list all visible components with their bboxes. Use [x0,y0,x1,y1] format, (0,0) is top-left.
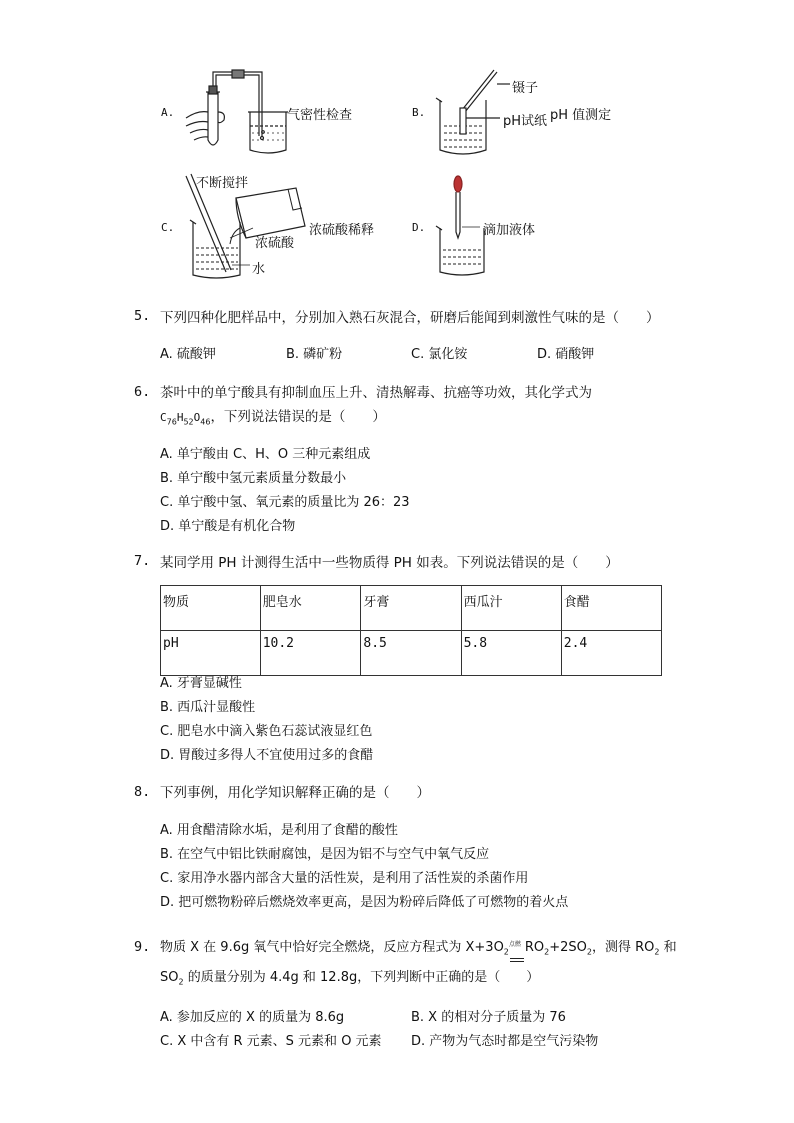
q4-label-water: 水 [252,262,266,277]
q4-label-stir: 不断搅拌 [196,176,249,191]
q9-stem-part-g: 的质量分别为 4.4g 和 12.8g，下列判断中正确的是（ ） [183,970,540,985]
q4-label-acid: 浓硫酸 [255,236,295,251]
q9-option-d: D. 产物为气态时都是空气污染物 [411,1034,599,1049]
q4-label-tweezers: 镊子 [512,81,539,96]
q5-stem: 下列四种化肥样品中，分别加入熟石灰混合，研磨后能闻到刺激性气味的是（ ） [160,310,660,326]
q4-option-c-letter: C. [161,221,175,234]
q6-formula-c-sub: 76 [166,417,177,427]
q7-option-b: B. 西瓜汁显酸性 [160,700,256,715]
table-cell: pH [161,631,261,676]
q6-option-d: D. 单宁酸是有机化合物 [160,519,296,534]
q4-option-b-caption: pH 值测定 [550,108,612,123]
table-cell: 5.8 [461,631,561,676]
q9-condition: 点燃 [508,941,521,948]
q9-stem-line2 [160,966,539,987]
table-cell: 肥皂水 [260,586,361,631]
q6-formula-c: C [160,411,167,424]
q7-stem: 某同学用 PH 计测得生活中一些物质得 PH 如表。下列说法错误的是（ ） [160,555,619,571]
q8-number: 8. [134,784,151,800]
q9-option-b: B. X 的相对分子质量为 76 [411,1010,566,1025]
q4-option-b-letter: B. [412,106,426,119]
q4-option-a-letter: A. [161,106,175,119]
table-cell: 8.5 [361,631,461,676]
table-cell: 食醋 [561,586,661,631]
q4-diagrams [0,0,794,300]
q9-stem-line1 [160,936,677,957]
q6-formula-h: H [176,411,184,424]
q6-option-a: A. 单宁酸由 C、H、O 三种元素组成 [160,447,371,462]
q4-option-d-caption: 滴加液体 [483,223,536,238]
q4-label-ph-paper: pH试纸 [503,114,548,129]
q9-stem-part-c: +2SO [549,940,587,955]
q4-option-a-caption: 气密性检查 [287,108,353,123]
q7-option-c: C. 肥皂水中滴入紫色石蕊试液显红色 [160,724,373,739]
q9-so2-sub-2: 2 [178,977,184,987]
q9-o2-sub: 2 [503,947,509,957]
q5-option-c: C. 氯化铵 [411,347,468,362]
q5-option-d: D. 硝酸钾 [537,347,595,362]
table-cell: 西瓜汁 [461,586,561,631]
q9-stem-part-f: SO [160,970,179,985]
q7-number: 7. [134,553,151,569]
q6-formula-o-sub: 46 [200,417,211,427]
q9-stem-part-a: 物质 X 在 9.6g 氧气中恰好完全燃烧，反应方程式为 X+3O [160,940,504,955]
q9-stem-part-e: 和 [659,940,677,955]
q9-option-a: A. 参加反应的 X 的质量为 8.6g [160,1010,345,1025]
q8-option-d: D. 把可燃物粉碎后燃烧效率更高，是因为粉碎后降低了可燃物的着火点 [160,895,569,910]
q6-number: 6. [134,384,151,400]
q8-option-b: B. 在空气中铝比铁耐腐蚀，是因为铝不与空气中氧气反应 [160,847,490,862]
q6-stem-line2 [160,405,386,427]
q4-option-d-letter: D. [412,221,426,234]
q9-number: 9. [134,939,151,955]
q9-ro2-sub: 2 [544,947,550,957]
q5-number: 5. [134,308,151,324]
q7-option-d: D. 胃酸过多得人不宜使用过多的食醋 [160,748,374,763]
q5-option-b: B. 磷矿粉 [286,347,343,362]
q4-option-c-caption: 浓硫酸稀释 [309,223,375,238]
table-row [161,631,662,676]
q7-option-a: A. 牙膏显碱性 [160,676,242,691]
q9-stem-part-b: RO [524,940,545,955]
q6-formula-o: O [193,411,201,424]
q8-option-a: A. 用食醋清除水垢，是利用了食醋的酸性 [160,823,398,838]
table-cell: 2.4 [561,631,661,676]
q9-stem-part-d: ，测得 RO [592,940,655,955]
q9-so2-sub: 2 [586,947,592,957]
q5-option-a: A. 硫酸钾 [160,347,216,362]
q9-ro2-sub-2: 2 [654,947,660,957]
table-cell: 10.2 [260,631,361,676]
q8-option-c: C. 家用净水器内部含大量的活性炭，是利用了活性炭的杀菌作用 [160,871,529,886]
table-header-row [161,586,662,631]
table-cell: 牙膏 [361,586,461,631]
q6-option-b: B. 单宁酸中氢元素质量分数最小 [160,471,347,486]
q6-option-c: C. 单宁酸中氢、氧元素的质量比为 26：23 [160,495,410,510]
apparatus-a-illustration [186,70,288,153]
q6-stem-tail: ，下列说法错误的是（ ） [210,409,386,425]
q9-option-c: C. X 中含有 R 元素、S 元素和 O 元素 [160,1034,382,1049]
q8-stem: 下列事例，用化学知识解释正确的是（ ） [160,785,430,801]
apparatus-b-illustration [436,70,510,154]
table-cell: 物质 [161,586,261,631]
apparatus-d-illustration [436,176,484,275]
q6-stem-line1: 茶叶中的单宁酸具有抑制血压上升、清热解毒、抗癌等功效，其化学式为 [160,385,592,401]
ph-table [160,585,662,676]
q6-formula-h-sub: 52 [183,417,194,427]
